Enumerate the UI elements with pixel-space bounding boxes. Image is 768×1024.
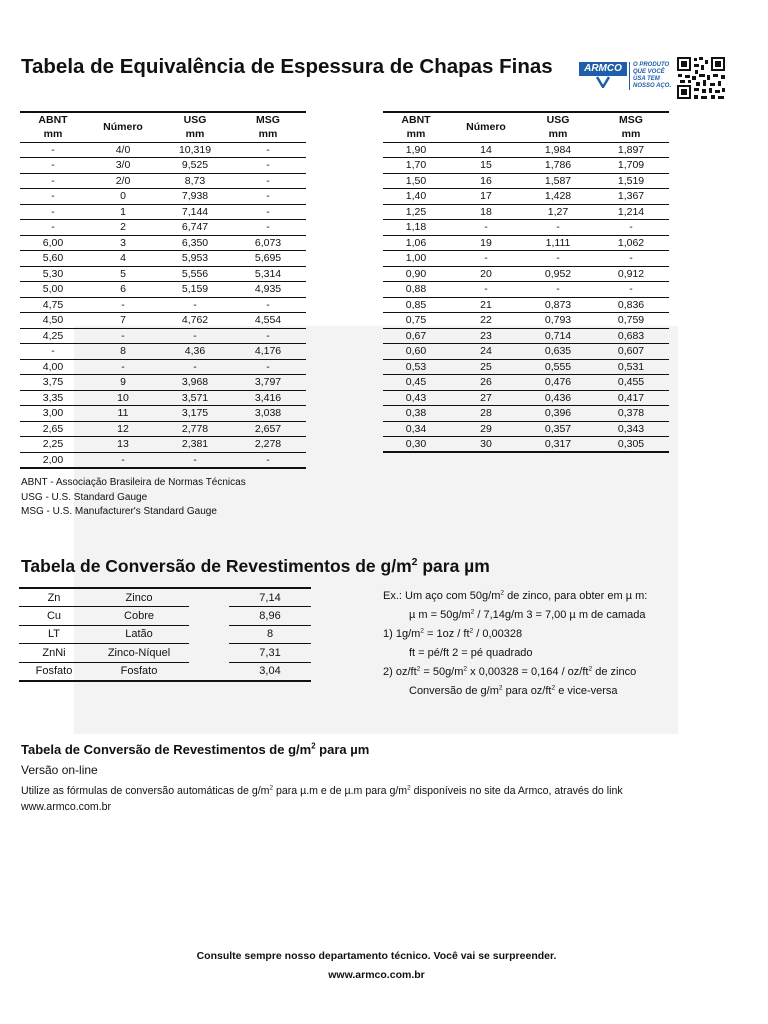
- gauge-right-body: [383, 142, 669, 452]
- table-row: [383, 282, 669, 298]
- table-row: [19, 588, 311, 607]
- table-cell: 1,709: [593, 158, 669, 174]
- table-cell: 28: [449, 406, 523, 422]
- table-cell: 5,314: [230, 266, 306, 282]
- table-cell: 8: [229, 625, 311, 644]
- table-cell: -: [230, 328, 306, 344]
- table-cell: 1,897: [593, 142, 669, 158]
- table-cell: 19: [449, 235, 523, 251]
- online-link[interactable]: www.armco.com.br: [21, 801, 112, 813]
- table-cell: 1: [86, 204, 160, 220]
- table-cell: 1,00: [383, 251, 449, 267]
- online-description: Utilize as fórmulas de conversão automáticas de $g/m^2$ para µ.m e de µ.m para $g/m^2$ disponíveis no site da Armco, através do link www.armco.com.br: [21, 783, 721, 815]
- header-unit: mm: [160, 127, 230, 142]
- table-cell: -: [523, 220, 593, 236]
- table-cell: [189, 607, 229, 626]
- table-cell: 1,18: [383, 220, 449, 236]
- table-cell: -: [20, 173, 86, 189]
- table-cell: 4,00: [20, 359, 86, 375]
- formula-ozft: 2) $oz/ft^2 = 50g/m^2$ x $0,00328 = 0,164 / oz/ft^2$ de zinco: [383, 665, 637, 678]
- table-row: [19, 662, 311, 681]
- table-cell: 8,96: [229, 607, 311, 626]
- table-cell: -: [230, 204, 306, 220]
- table-cell: 11: [86, 406, 160, 422]
- table-cell: 27: [449, 390, 523, 406]
- table-cell: [189, 588, 229, 607]
- formula-micron: µ $m = 50g/m^2 / 7,14g/m$ 3 = 7,00 µ m de camada: [409, 608, 646, 621]
- header-numero: Número: [449, 112, 523, 142]
- legend-usg: USG - U.S. Standard Gauge: [21, 491, 148, 503]
- table-cell: -: [160, 297, 230, 313]
- table-row: [20, 189, 306, 205]
- table-cell: 0,793: [523, 313, 593, 329]
- table-cell: -: [20, 158, 86, 174]
- formula-ft: ft = pé/ft 2 = pé quadrado: [409, 647, 533, 659]
- table-cell: 10,319: [160, 142, 230, 158]
- conversion-formulas: [383, 587, 647, 701]
- online-title: Tabela de Conversão de Revestimentos de $g/m^2$ para µm: [21, 741, 370, 757]
- table-cell: 2,278: [230, 437, 306, 453]
- table-cell: -: [523, 282, 593, 298]
- table-row: [20, 313, 306, 329]
- table-cell: 1,50: [383, 173, 449, 189]
- table-row: [20, 297, 306, 313]
- online-subtitle: Versão on-line: [21, 763, 98, 777]
- header-unit: mm: [383, 127, 449, 142]
- table-cell: Fosfato: [89, 662, 189, 681]
- table-cell: Zinco-Níquel: [89, 644, 189, 663]
- table-row: [383, 328, 669, 344]
- table-row: [20, 452, 306, 468]
- logo-brand: ARMCO: [579, 62, 627, 76]
- conversion-title: Tabela de Conversão de Revestimentos de $g/m^2$ para µm: [21, 556, 490, 576]
- gauge-table-right: [383, 111, 669, 453]
- table-cell: -: [20, 204, 86, 220]
- table-cell: -: [230, 142, 306, 158]
- table-cell: 0,417: [593, 390, 669, 406]
- table-cell: 3,35: [20, 390, 86, 406]
- table-row: [383, 266, 669, 282]
- table-cell: 1,587: [523, 173, 593, 189]
- table-cell: 14: [449, 142, 523, 158]
- table-row: [20, 375, 306, 391]
- table-cell: 6,073: [230, 235, 306, 251]
- header-msg: MSG: [230, 112, 306, 127]
- table-row: [20, 328, 306, 344]
- table-cell: 29: [449, 421, 523, 437]
- table-cell: 7: [86, 313, 160, 329]
- table-cell: -: [160, 359, 230, 375]
- table-cell: 1,25: [383, 204, 449, 220]
- table-cell: 4/0: [86, 142, 160, 158]
- table-cell: 3,038: [230, 406, 306, 422]
- table-cell: -: [20, 344, 86, 360]
- page-title: Tabela de Equivalência de Espessura de Chapas Finas: [21, 55, 553, 78]
- table-row: [383, 437, 669, 453]
- table-cell: 2,00: [20, 452, 86, 468]
- table-row: [20, 251, 306, 267]
- table-row: [20, 406, 306, 422]
- table-row: [383, 297, 669, 313]
- table-cell: 3,00: [20, 406, 86, 422]
- table-cell: 0,396: [523, 406, 593, 422]
- table-cell: 1,70: [383, 158, 449, 174]
- table-cell: 0,607: [593, 344, 669, 360]
- table-cell: 2,65: [20, 421, 86, 437]
- table-cell: -: [523, 251, 593, 267]
- table-row: [20, 266, 306, 282]
- table-row: [20, 220, 306, 236]
- table-row: [19, 625, 311, 644]
- table-cell: 4,36: [160, 344, 230, 360]
- table-cell: 4,554: [230, 313, 306, 329]
- table-cell: 5,00: [20, 282, 86, 298]
- table-cell: 0,60: [383, 344, 449, 360]
- table-cell: 4,935: [230, 282, 306, 298]
- table-cell: LT: [19, 625, 89, 644]
- header-unit: mm: [20, 127, 86, 142]
- legend-msg: MSG - U.S. Manufacturer's Standard Gauge: [21, 506, 217, 517]
- table-cell: 5,953: [160, 251, 230, 267]
- table-row: [20, 390, 306, 406]
- table-row: [383, 313, 669, 329]
- table-cell: 0,90: [383, 266, 449, 282]
- table-row: [383, 235, 669, 251]
- table-cell: 0,43: [383, 390, 449, 406]
- table-cell: 3,968: [160, 375, 230, 391]
- table-cell: 3,571: [160, 390, 230, 406]
- table-cell: -: [449, 220, 523, 236]
- table-cell: 3/0: [86, 158, 160, 174]
- table-cell: 9,525: [160, 158, 230, 174]
- table-cell: 8: [86, 344, 160, 360]
- table-cell: 1,06: [383, 235, 449, 251]
- conversion-body: [19, 588, 311, 681]
- table-cell: 4,25: [20, 328, 86, 344]
- header-abnt: ABNT: [383, 112, 449, 127]
- table-cell: 8,73: [160, 173, 230, 189]
- table-cell: Zn: [19, 588, 89, 607]
- table-cell: -: [86, 297, 160, 313]
- table-cell: 3,04: [229, 662, 311, 681]
- table-row: [383, 251, 669, 267]
- table-cell: 0,45: [383, 375, 449, 391]
- table-row: [20, 421, 306, 437]
- table-row: [20, 142, 306, 158]
- table-row: [20, 204, 306, 220]
- table-cell: 2,25: [20, 437, 86, 453]
- table-cell: 0,714: [523, 328, 593, 344]
- table-cell: -: [449, 251, 523, 267]
- table-cell: 4,762: [160, 313, 230, 329]
- table-cell: -: [20, 220, 86, 236]
- table-cell: -: [86, 452, 160, 468]
- header-usg: USG: [523, 112, 593, 127]
- abbreviation-legend: [21, 476, 246, 520]
- table-row: [383, 344, 669, 360]
- table-cell: 0,555: [523, 359, 593, 375]
- table-cell: 0,88: [383, 282, 449, 298]
- header-unit: mm: [230, 127, 306, 142]
- table-cell: 3,175: [160, 406, 230, 422]
- table-cell: 1,111: [523, 235, 593, 251]
- table-cell: 6,350: [160, 235, 230, 251]
- table-cell: Cu: [19, 607, 89, 626]
- table-cell: -: [230, 220, 306, 236]
- table-cell: -: [449, 282, 523, 298]
- table-cell: 0,873: [523, 297, 593, 313]
- table-cell: 3,797: [230, 375, 306, 391]
- table-cell: 9: [86, 375, 160, 391]
- table-cell: 2,657: [230, 421, 306, 437]
- table-cell: 0,317: [523, 437, 593, 453]
- table-cell: -: [230, 173, 306, 189]
- table-cell: 18: [449, 204, 523, 220]
- table-cell: 0,53: [383, 359, 449, 375]
- header-numero: Número: [86, 112, 160, 142]
- table-cell: 25: [449, 359, 523, 375]
- table-cell: 0,38: [383, 406, 449, 422]
- table-cell: 1,90: [383, 142, 449, 158]
- conversion-table: [19, 587, 311, 682]
- table-cell: 3,416: [230, 390, 306, 406]
- table-cell: 21: [449, 297, 523, 313]
- table-cell: 7,31: [229, 644, 311, 663]
- footer-note: Consulte sempre nosso departamento técnico. Você vai se surpreender.: [196, 950, 557, 962]
- table-cell: 0,436: [523, 390, 593, 406]
- table-cell: 4,176: [230, 344, 306, 360]
- table-cell: 10: [86, 390, 160, 406]
- table-row: [383, 158, 669, 174]
- header-usg: USG: [160, 112, 230, 127]
- gauge-left-body: [20, 142, 306, 468]
- table-row: [19, 644, 311, 663]
- formula-vice-versa: Conversão de $g/m^2$ para $oz/ft^2$ e vice-versa: [409, 684, 618, 697]
- table-cell: 24: [449, 344, 523, 360]
- table-cell: 3: [86, 235, 160, 251]
- table-cell: 7,144: [160, 204, 230, 220]
- table-cell: -: [160, 452, 230, 468]
- table-cell: 1,367: [593, 189, 669, 205]
- table-cell: 15: [449, 158, 523, 174]
- header-msg: MSG: [593, 112, 669, 127]
- table-cell: 30: [449, 437, 523, 453]
- table-cell: 7,14: [229, 588, 311, 607]
- header-abnt: ABNT: [20, 112, 86, 127]
- table-cell: 22: [449, 313, 523, 329]
- table-row: [383, 204, 669, 220]
- table-cell: 1,27: [523, 204, 593, 220]
- table-cell: 1,214: [593, 204, 669, 220]
- table-cell: -: [20, 142, 86, 158]
- table-row: [20, 158, 306, 174]
- table-row: [383, 421, 669, 437]
- table-row: [20, 344, 306, 360]
- table-cell: 2,381: [160, 437, 230, 453]
- table-cell: 0,67: [383, 328, 449, 344]
- table-cell: 16: [449, 173, 523, 189]
- header-unit: mm: [523, 127, 593, 142]
- table-cell: -: [86, 359, 160, 375]
- gauge-table-left: [20, 111, 306, 469]
- table-cell: [189, 625, 229, 644]
- table-cell: 0: [86, 189, 160, 205]
- table-cell: 0,455: [593, 375, 669, 391]
- table-cell: 7,938: [160, 189, 230, 205]
- table-cell: ZnNi: [19, 644, 89, 663]
- table-cell: 6,747: [160, 220, 230, 236]
- qr-code-icon: [676, 56, 726, 100]
- table-cell: 4,50: [20, 313, 86, 329]
- table-row: [383, 220, 669, 236]
- table-cell: 1,786: [523, 158, 593, 174]
- table-cell: -: [20, 189, 86, 205]
- table-row: [20, 282, 306, 298]
- table-row: [20, 359, 306, 375]
- table-cell: 2: [86, 220, 160, 236]
- table-cell: 0,635: [523, 344, 593, 360]
- header-unit: mm: [593, 127, 669, 142]
- table-cell: 0,378: [593, 406, 669, 422]
- table-row: [20, 173, 306, 189]
- table-cell: -: [160, 328, 230, 344]
- table-cell: 0,759: [593, 313, 669, 329]
- table-cell: 0,75: [383, 313, 449, 329]
- table-cell: 0,85: [383, 297, 449, 313]
- table-cell: 1,062: [593, 235, 669, 251]
- table-cell: -: [86, 328, 160, 344]
- table-cell: 0,912: [593, 266, 669, 282]
- table-cell: 5,30: [20, 266, 86, 282]
- table-cell: Latão: [89, 625, 189, 644]
- table-row: [383, 173, 669, 189]
- formula-oz: 1) $1g/m^2 = 1oz / ft^2 / 0,00328$: [383, 627, 523, 640]
- table-cell: 6,00: [20, 235, 86, 251]
- table-cell: -: [230, 297, 306, 313]
- table-row: [20, 235, 306, 251]
- footer-link[interactable]: www.armco.com.br: [328, 969, 425, 981]
- table-cell: 5,695: [230, 251, 306, 267]
- table-cell: 4,75: [20, 297, 86, 313]
- table-cell: 20: [449, 266, 523, 282]
- table-cell: -: [593, 282, 669, 298]
- table-cell: 5: [86, 266, 160, 282]
- table-cell: 0,683: [593, 328, 669, 344]
- table-cell: 26: [449, 375, 523, 391]
- table-row: [383, 406, 669, 422]
- table-cell: 0,30: [383, 437, 449, 453]
- table-cell: 2,778: [160, 421, 230, 437]
- legend-abnt: ABNT - Associação Brasileira de Normas Técnicas: [21, 477, 246, 488]
- table-cell: 5,556: [160, 266, 230, 282]
- table-cell: [189, 644, 229, 663]
- table-cell: 0,531: [593, 359, 669, 375]
- table-cell: 17: [449, 189, 523, 205]
- table-cell: 12: [86, 421, 160, 437]
- table-row: [383, 359, 669, 375]
- logo-tagline: O PRODUTO QUE VOCÊ USA TEM NOSSO AÇO.: [629, 62, 675, 90]
- table-cell: Fosfato: [19, 662, 89, 681]
- table-cell: 3,75: [20, 375, 86, 391]
- table-cell: -: [593, 251, 669, 267]
- table-row: [383, 390, 669, 406]
- table-cell: 0,305: [593, 437, 669, 453]
- table-row: [383, 189, 669, 205]
- table-row: [383, 142, 669, 158]
- table-cell: -: [230, 158, 306, 174]
- table-cell: 5,159: [160, 282, 230, 298]
- formula-example: Ex.: Um aço com $50g/m^2$ de zinco, para obter em µ m:: [383, 589, 648, 602]
- table-cell: 1,428: [523, 189, 593, 205]
- table-cell: -: [230, 189, 306, 205]
- table-cell: 0,343: [593, 421, 669, 437]
- table-cell: 1,40: [383, 189, 449, 205]
- table-cell: 2/0: [86, 173, 160, 189]
- table-cell: 0,836: [593, 297, 669, 313]
- table-cell: 6: [86, 282, 160, 298]
- table-cell: 0,952: [523, 266, 593, 282]
- table-cell: 0,476: [523, 375, 593, 391]
- table-cell: -: [593, 220, 669, 236]
- table-cell: Zinco: [89, 588, 189, 607]
- table-row: [383, 375, 669, 391]
- table-cell: 4: [86, 251, 160, 267]
- table-cell: 0,357: [523, 421, 593, 437]
- table-cell: 0,34: [383, 421, 449, 437]
- table-cell: 1,984: [523, 142, 593, 158]
- table-row: [20, 437, 306, 453]
- logo-check-icon: [596, 76, 610, 88]
- table-cell: 23: [449, 328, 523, 344]
- table-cell: -: [230, 452, 306, 468]
- table-cell: 1,519: [593, 173, 669, 189]
- table-cell: 13: [86, 437, 160, 453]
- table-cell: [189, 662, 229, 681]
- table-cell: -: [230, 359, 306, 375]
- table-cell: Cobre: [89, 607, 189, 626]
- table-cell: 5,60: [20, 251, 86, 267]
- table-row: [19, 607, 311, 626]
